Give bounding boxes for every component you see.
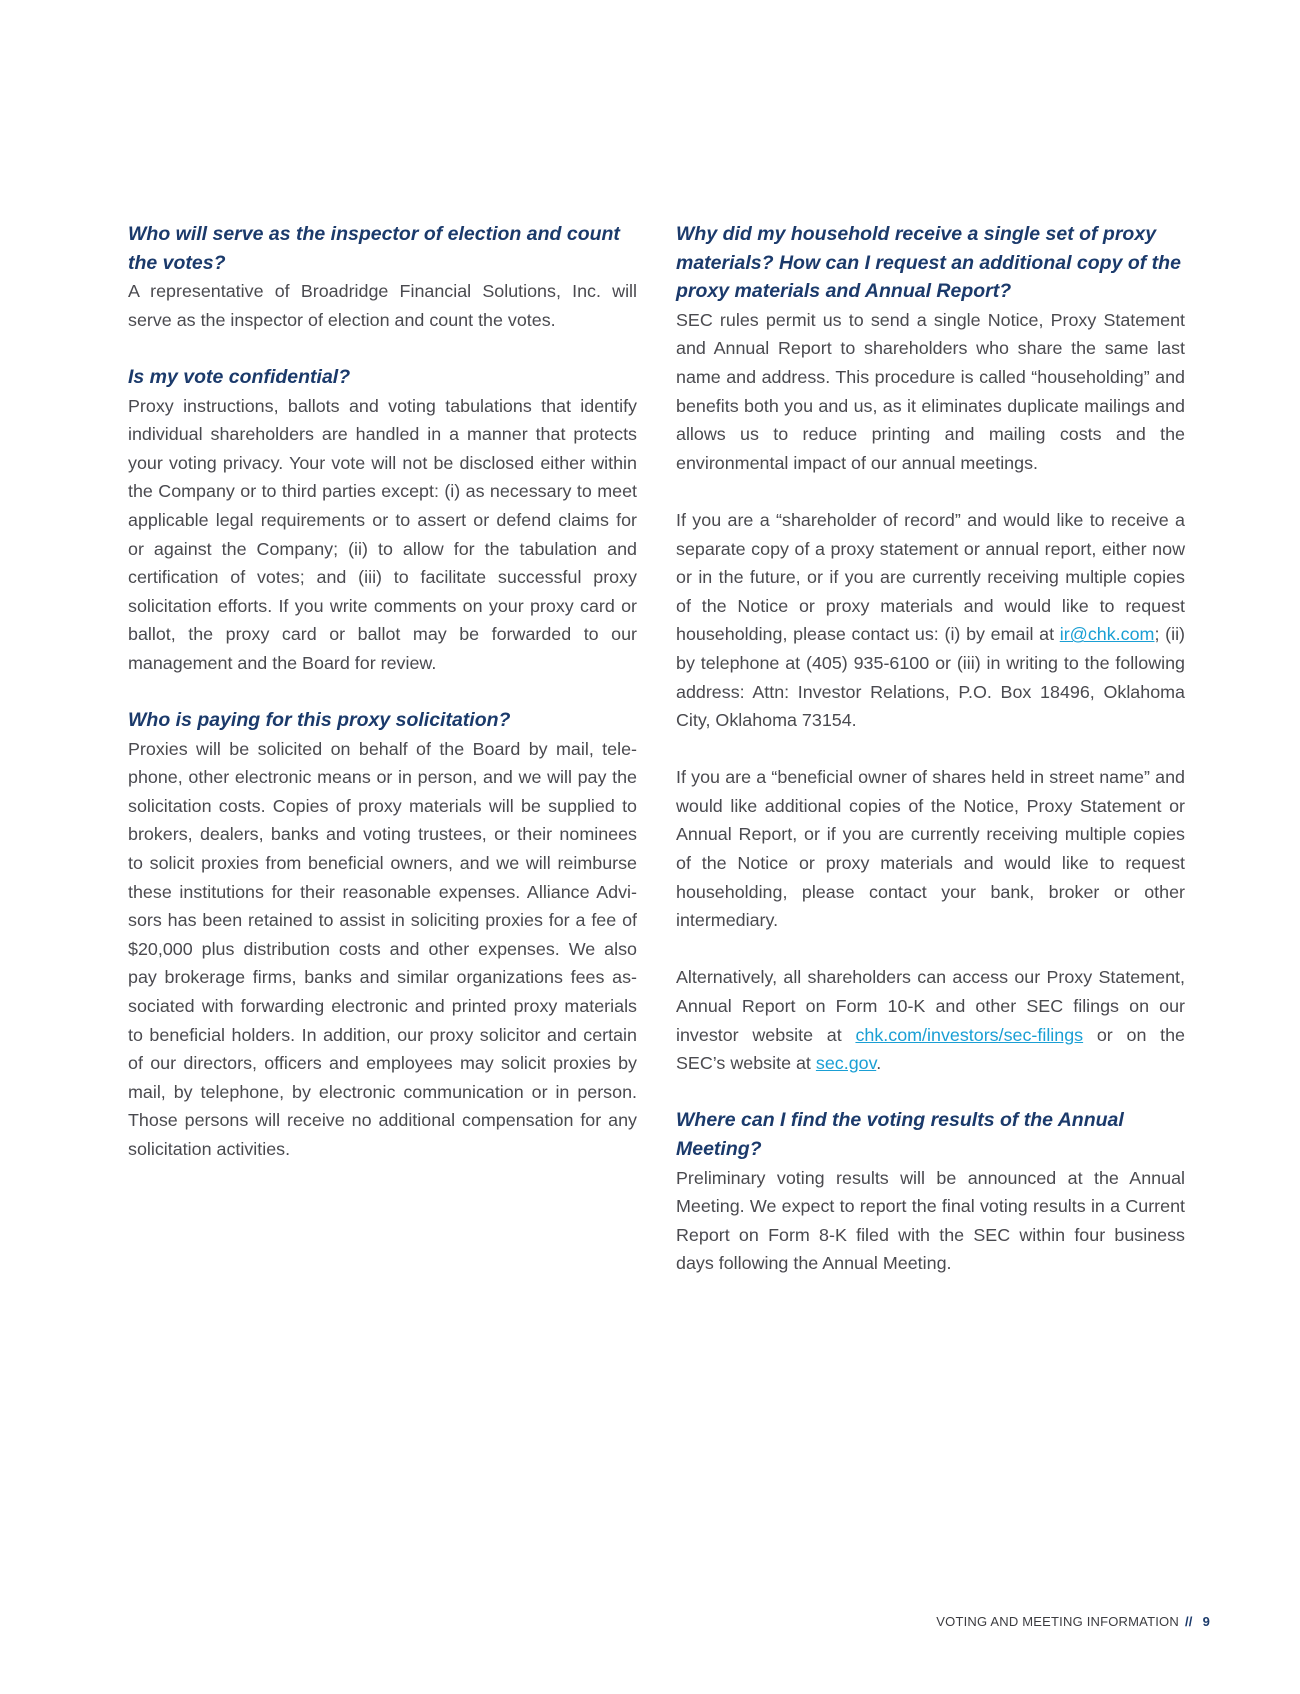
footer-section-title: VOTING AND MEETING INFORMATION bbox=[936, 1614, 1179, 1629]
left-column bbox=[128, 220, 637, 1164]
inspector-question: Who will serve as the inspector of election and count the votes? bbox=[128, 223, 620, 274]
confidential-answer: Proxy instructions, ballots and voting tabulations that identify individual shareholders are handled in a manner that protects your voting privacy. Your vote will not be disclosed either within the Company or to third parties except: (i) as necessary to meet applicable legal requirements or to assert or defend claims for or against the Company; (ii) to allow for the tabulation and certification of votes; and (iii) to facilitate successful proxy solicitation efforts. If you write comments on your proxy card or ballot, the proxy card or ballot may be forwarded to our management and the Board for review. bbox=[128, 395, 637, 673]
page-footer bbox=[936, 1614, 1210, 1629]
householding-paragraph: SEC rules permit us to send a single Notice, Proxy Statement and Annual Report to shareholders who share the same last name and address. This procedure is called “householding” and benefits both you and us, as it eliminates duplicate mailings and allows us to reduce printing and mailing costs and the environmental impact of our annual meetings. bbox=[676, 309, 1185, 473]
sec-gov-link[interactable]: sec.gov bbox=[815, 1053, 877, 1074]
alt-text-before: Alternatively, all shareholders can access our Proxy Statement, Annual Report on Form 10-K and other SEC filings on our investor website at bbox=[676, 967, 1185, 1045]
alt-text-end: . bbox=[876, 1053, 882, 1074]
inspector-answer: A representative of Broadridge Financial Solutions, Inc. will serve as the inspector of election and count the votes. bbox=[128, 281, 637, 330]
sec-filings-link[interactable]: chk.com/investors/sec-filings bbox=[855, 1024, 1084, 1045]
beneficial-owner-paragraph: If you are a “beneficial owner of shares held in street name” and would like additional copies of the Notice, Proxy Statement or Annual Report, or if you are currently receiving multiple copies of the Notice or proxy materials and would like to request householding, please contact your bank, broker or other intermediary. bbox=[676, 767, 1185, 931]
email-link[interactable]: ir@chk.com bbox=[1059, 624, 1155, 645]
record-text-after: ; (ii) by telephone at (405) 935-6100 or (iii) in writing to the following address: Attn: Investor Relations, P.O. Box 18496, Oklahoma City, Oklahoma 73154. bbox=[676, 624, 1186, 731]
voting-results-question: Where can I find the voting results of the Annual Meeting? bbox=[676, 1109, 1124, 1160]
record-text-before: If you are a “shareholder of record” and would like to receive a separate copy of a proxy statement or annual report, either now or in the future, or if you are currently receiving multiple copies of the Notice or proxy materials and would like to request householding, please contact us: (i) by email at bbox=[676, 509, 1185, 645]
alternatively-paragraph bbox=[676, 963, 1185, 1077]
voting-results-answer: Preliminary voting results will be announced at the Annual Meeting. We expect to report the final voting results in a Current Report on Form 8-K filed with the SEC within four business days following the Annual Meeting. bbox=[676, 1167, 1185, 1274]
household-question: Why did my household receive a single set of proxy materials? How can I request an additional copy of the proxy materials and Annual Report? bbox=[676, 223, 1181, 303]
shareholder-of-record-paragraph bbox=[676, 506, 1185, 735]
footer-separator: // bbox=[1184, 1614, 1193, 1629]
page-number: 9 bbox=[1202, 1614, 1210, 1629]
confidential-question: Is my vote confidential? bbox=[128, 365, 351, 388]
solicitation-answer: Proxies will be solicited on behalf of the Board by mail, telephone, other electronic means or in person, and we will pay the solicitation costs. Copies of proxy materials will be supplied to brokers, dealers, banks and voting trustees, or their nominees to solicit proxies from beneficial owners, and we will reimburse these institutions for their reasonable expenses. Alliance Advisors has been retained to assist in soliciting proxies for a fee of $20,000 plus distribution costs and other expenses. We also pay brokerage firms, banks and similar organizations fees associated with forwarding electronic and printed proxy materials to beneficial holders. In addition, our proxy solicitor and certain of our directors, officers and employees may solicit proxies by mail, by telephone, by electronic communication or in person. Those persons will receive no additional compensation for any solicitation activities. bbox=[128, 738, 637, 1159]
alt-text-middle: or on the SEC’s website at bbox=[676, 1024, 1186, 1074]
solicitation-question: Who is paying for this proxy solicitation? bbox=[128, 709, 511, 732]
right-column bbox=[676, 220, 1185, 1278]
